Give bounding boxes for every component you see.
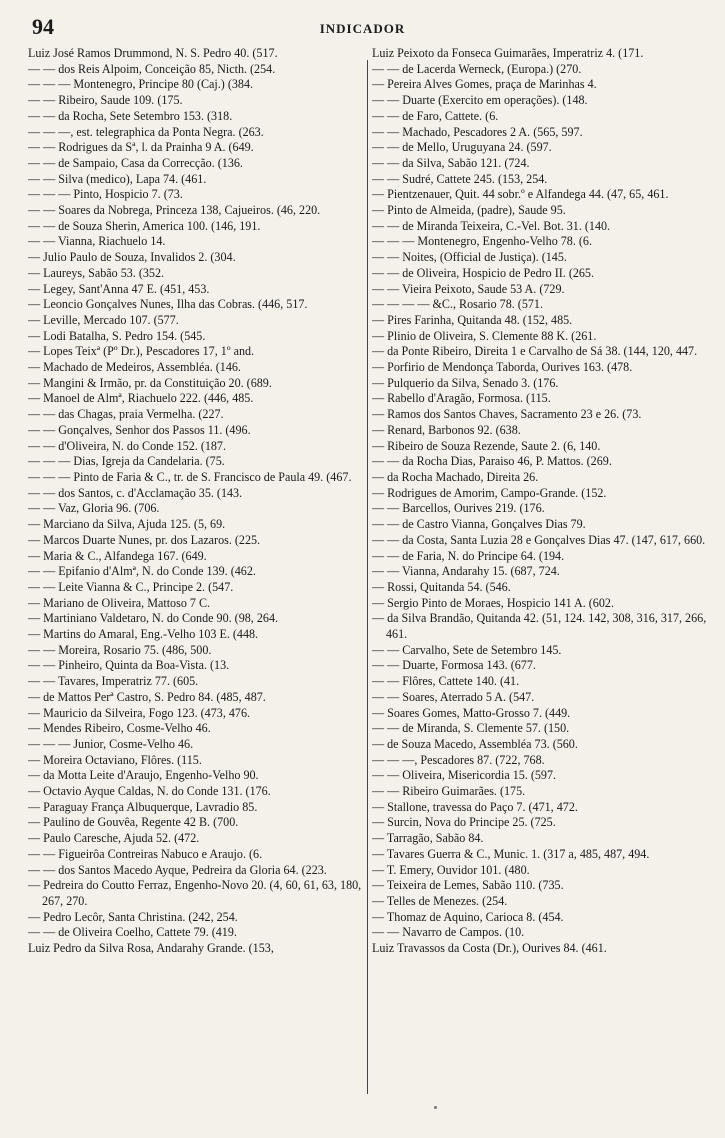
directory-entry: — — Rodrigues da Sª, l. da Prainha 9 A. (649. [28,140,254,155]
directory-entry: — Pires Farinha, Quitanda 48. (152, 485. [372,312,573,327]
directory-entry: — de Mattos Perª Castro, S. Pedro 84. (485, 487. [28,689,266,704]
directory-entry: — Rodrigues de Amorim, Campo-Grande. (152. [372,485,607,500]
directory-entry: — Pulquerio da Silva, Senado 3. (176. [372,375,559,390]
directory-entry: — Lodi Batalha, S. Pedro 154. (545. [28,328,206,343]
column-divider [367,60,368,1094]
directory-entry: — — de Castro Vianna, Gonçalves Dias 79. [372,517,586,532]
directory-entry: — Mendes Ribeiro, Cosme-Velho 46. [28,721,211,736]
directory-entry: — da Ponte Ribeiro, Direita 1 e Carvalho de Sá 38. (144, 120, 447. [372,344,698,359]
directory-entry: — — da Rocha, Sete Setembro 153. (318. [28,108,233,123]
directory-entry: — — Carvalho, Sete de Setembro 145. [372,642,562,657]
directory-entry: — — Vaz, Gloria 96. (706. [28,501,160,516]
directory-entry: — Plinio de Oliveira, S. Clemente 88 K. (261. [372,328,597,343]
directory-entry: — — dos Santos Macedo Ayque, Pedreira da Gloria 64. (223. [28,862,327,877]
directory-entry: — Mangini & Irmão, pr. da Constituição 20. (689. [28,375,272,390]
directory-entry: — — de Souza Sherin, America 100. (146, 191. [28,218,261,233]
directory-entry: — — de Sampaio, Casa da Correcção. (136. [28,155,243,170]
directory-entry: — Lopes Teixª (Pº Dr.), Pescadores 17, 1º and. [28,344,255,359]
directory-entry: — Tavares Guerra & C., Munic. 1. (317 a, 485, 487, 494. [372,846,650,861]
directory-entry: — Mauricio da Silveira, Fogo 123. (473, 476. [28,705,251,720]
directory-entry: — — Machado, Pescadores 2 A. (565, 597. [372,124,583,139]
directory-entry: — — Soares, Aterrado 5 A. (547. [372,689,535,704]
directory-entry: Luiz Peixoto da Fonseca Guimarães, Imperatriz 4. (171. [372,46,644,60]
directory-entry: — Maria & C., Alfandega 167. (649. [28,548,207,563]
directory-entry: — — de Faria, N. do Principe 64. (194. [372,548,565,563]
directory-entry: — da Rocha Machado, Direita 26. [372,469,539,484]
directory-entry: — — — Montenegro, Principe 80 (Caj.) (384. [28,77,254,92]
directory-entry: — — Tavares, Imperatriz 77. (605. [28,674,199,689]
directory-entry: — Soares Gomes, Matto-Grosso 7. (449. [372,705,571,720]
directory-entry: — — de Faro, Cattete. (6. [372,108,499,123]
directory-entry: — Octavio Ayque Caldas, N. do Conde 131. (176. [28,784,271,799]
directory-entry: — Pedreira do Coutto Ferraz, Engenho-Novo 20. (4, 60, 61, 63, 180, 267, 270. [28,878,362,908]
directory-entry: — — Duarte (Exercito em operações). (148. [372,93,588,108]
directory-entry: — — Oliveira, Misericordia 15. (597. [372,768,557,783]
directory-entry: — — de Oliveira Coelho, Cattete 79. (419. [28,925,237,940]
directory-entry: — — Ribeiro, Saude 109. (175. [28,93,183,108]
directory-entry: — Paulo Caresche, Ajuda 52. (472. [28,831,200,846]
directory-entry: Luiz Pedro da Silva Rosa, Andarahy Grande. (153, [28,941,274,956]
page-number: 94 [32,14,54,39]
directory-entry: — Porfirio de Mendonça Taborda, Ourives 163. (478. [372,360,633,375]
directory-entry: — Manoel de Almª, Riachuelo 222. (446, 485. [28,391,254,406]
directory-entry: — — Duarte, Formosa 143. (677. [372,658,536,673]
directory-entry: — Sergio Pinto de Moraes, Hospicio 141 A. (602. [372,595,614,610]
directory-entry: — — de Lacerda Werneck, (Europa.) (270. [372,61,582,76]
page-header [0,6,725,44]
directory-entry: — — — — &C., Rosario 78. (571. [372,297,543,312]
directory-entry: — Laureys, Sabão 53. (352. [28,265,165,280]
directory-entry: Luiz José Ramos Drummond, N. S. Pedro 40. (517. [28,46,278,60]
directory-entry: — Mariano de Oliveira, Mattoso 7 C. [28,595,211,610]
directory-entry: — — Moreira, Rosario 75. (486, 500. [28,642,212,657]
directory-entry: — Paraguay França Albuquerque, Lavradio 85. [28,799,258,814]
directory-entry: — — Sudré, Cattete 245. (153, 254. [372,171,548,186]
directory-entry: — de Souza Macedo, Assembléa 73. (560. [372,736,578,751]
directory-entry: — — da Silva, Sabão 121. (724. [372,155,530,170]
directory-entry: — Surcin, Nova do Principe 25. (725. [372,815,556,830]
directory-entry: — — Ribeiro Guimarães. (175. [372,784,526,799]
directory-entry: — — — Junior, Cosme-Velho 46. [28,736,194,751]
directory-entry: — Machado de Medeiros, Assembléa. (146. [28,360,241,375]
directory-entry: — — — Pinto, Hospicio 7. (73. [28,187,183,202]
directory-entry: — — da Rocha Dias, Paraiso 46, P. Mattos. (269. [372,454,612,469]
directory-entry: — Marcos Duarte Nunes, pr. dos Lazaros. (225. [28,532,261,547]
directory-entry: — — Gonçalves, Senhor dos Passos 11. (496. [28,422,251,437]
running-title: INDICADOR [319,21,406,36]
directory-entry: — — — Pinto de Faria & C., tr. de S. Francisco de Paula 49. (467. [28,469,352,484]
directory-entry: — — Vianna, Andarahy 15. (687, 724. [372,564,560,579]
directory-entry: — Rossi, Quitanda 54. (546. [372,579,511,594]
directory-entry: — Rabello d'Aragão, Formosa. (115. [372,391,551,406]
directory-entry: — — Vianna, Riachuelo 14. [28,234,166,249]
directory-entry: — — —, Pescadores 87. (722, 768. [372,752,545,767]
directory-entry: — — d'Oliveira, N. do Conde 152. (187. [28,438,227,453]
directory-entry: — Teixeira de Lemes, Sabão 110. (735. [372,878,564,893]
directory-entry: — Tarragão, Sabão 84. [372,831,484,846]
directory-entry: — Leville, Mercado 107. (577. [28,312,179,327]
directory-entry: — Ramos dos Santos Chaves, Sacramento 23 e 26. (73. [372,407,642,422]
directory-entry: — Ribeiro de Souza Rezende, Saute 2. (6, 140. [372,438,601,453]
directory-entry: — — de Miranda Teixeira, C.-Vel. Bot. 31. (140. [372,218,611,233]
directory-entry: — — Silva (medico), Lapa 74. (461. [28,171,207,186]
directory-entry: — — de Mello, Uruguyana 24. (597. [372,140,552,155]
left-column [28,46,364,1104]
directory-entry: — — Leite Vianna & C., Principe 2. (547. [28,579,234,594]
directory-entry: — — das Chagas, praia Vermelha. (227. [28,407,224,422]
directory-entry: — — —, est. telegraphica da Ponta Negra. (263. [28,124,264,139]
speck-mark [434,1106,437,1109]
directory-entry: — — de Miranda, S. Clemente 57. (150. [372,721,570,736]
directory-entry: — — Barcellos, Ourives 219. (176. [372,501,545,516]
directory-entry: — T. Emery, Ouvidor 101. (480. [372,862,530,877]
directory-entry: — — Epifanio d'Almª, N. do Conde 139. (462. [28,564,256,579]
directory-entry: — Pientzenauer, Quit. 44 sobr.º e Alfandega 44. (47, 65, 461. [372,187,669,202]
directory-entry: — Pedro Lecôr, Santa Christina. (242, 254. [28,909,238,924]
directory-entry: — Paulino de Gouvêa, Regente 42 B. (700. [28,815,239,830]
directory-entry: — — Navarro de Campos. (10. [372,925,525,940]
directory-entry: — Marciano da Silva, Ajuda 125. (5, 69. [28,517,226,532]
directory-entry: — Pinto de Almeida, (padre), Saude 95. [372,203,566,218]
directory-entry: — Thomaz de Aquino, Carioca 8. (454. [372,909,564,924]
directory-entry: — Martins do Amaral, Eng.-Velho 103 E. (448. [28,627,259,642]
directory-entry: — Moreira Octaviano, Flôres. (115. [28,752,202,767]
directory-entry: — Leoncio Gonçalves Nunes, Ilha das Cobras. (446, 517. [28,297,308,312]
directory-entry: — — Noites, (Official de Justiça). (145. [372,250,567,265]
directory-entry: — — Soares da Nobrega, Princeza 138, Cajueiros. (46, 220. [28,203,321,218]
directory-entry: — Telles de Menezes. (254. [372,893,508,908]
directory-entry: — da Motta Leite d'Araujo, Engenho-Velho 90. [28,768,259,783]
directory-entry: — — de Oliveira, Hospicio de Pedro II. (265. [372,265,595,280]
directory-entry: — — Figueirôa Contreiras Nabuco e Araujo. (6. [28,846,263,861]
directory-entry: — Legey, Sant'Anna 47 E. (451, 453. [28,281,210,296]
directory-entry: — Renard, Barbonos 92. (638. [372,422,521,437]
directory-entry: — — — Dias, Igreja da Candelaria. (75. [28,454,225,469]
directory-entry: — da Silva Brandão, Quitanda 42. (51, 124. 142, 308, 316, 317, 266, 461. [372,611,707,642]
right-column [372,46,708,1104]
directory-entry: — Martiniano Valdetaro, N. do Conde 90. (98, 264. [28,611,279,626]
directory-entry: — — — Montenegro, Engenho-Velho 78. (6. [372,234,593,249]
directory-entry: — — dos Reis Alpoim, Conceição 85, Nicth. (254. [28,61,276,76]
directory-entry: — Pereira Alves Gomes, praça de Marinhas 4. [372,77,597,92]
directory-columns [28,46,714,1106]
directory-entry: Luiz Travassos da Costa (Dr.), Ourives 84. (461. [372,941,607,956]
directory-entry: — — dos Santos, c. d'Acclamação 35. (143. [28,485,243,500]
directory-entry: — — Pinheiro, Quinta da Boa-Vista. (13. [28,658,230,673]
directory-entry: — Julio Paulo de Souza, Invalidos 2. (304. [28,250,236,265]
directory-entry: — Stallone, travessa do Paço 7. (471, 472. [372,799,578,814]
directory-entry: — — Flôres, Cattete 140. (41. [372,674,520,689]
directory-entry: — — Vieira Peixoto, Saude 53 A. (729. [372,281,565,296]
directory-entry: — — da Costa, Santa Luzia 28 e Gonçalves Dias 47. (147, 617, 660. [372,532,706,547]
